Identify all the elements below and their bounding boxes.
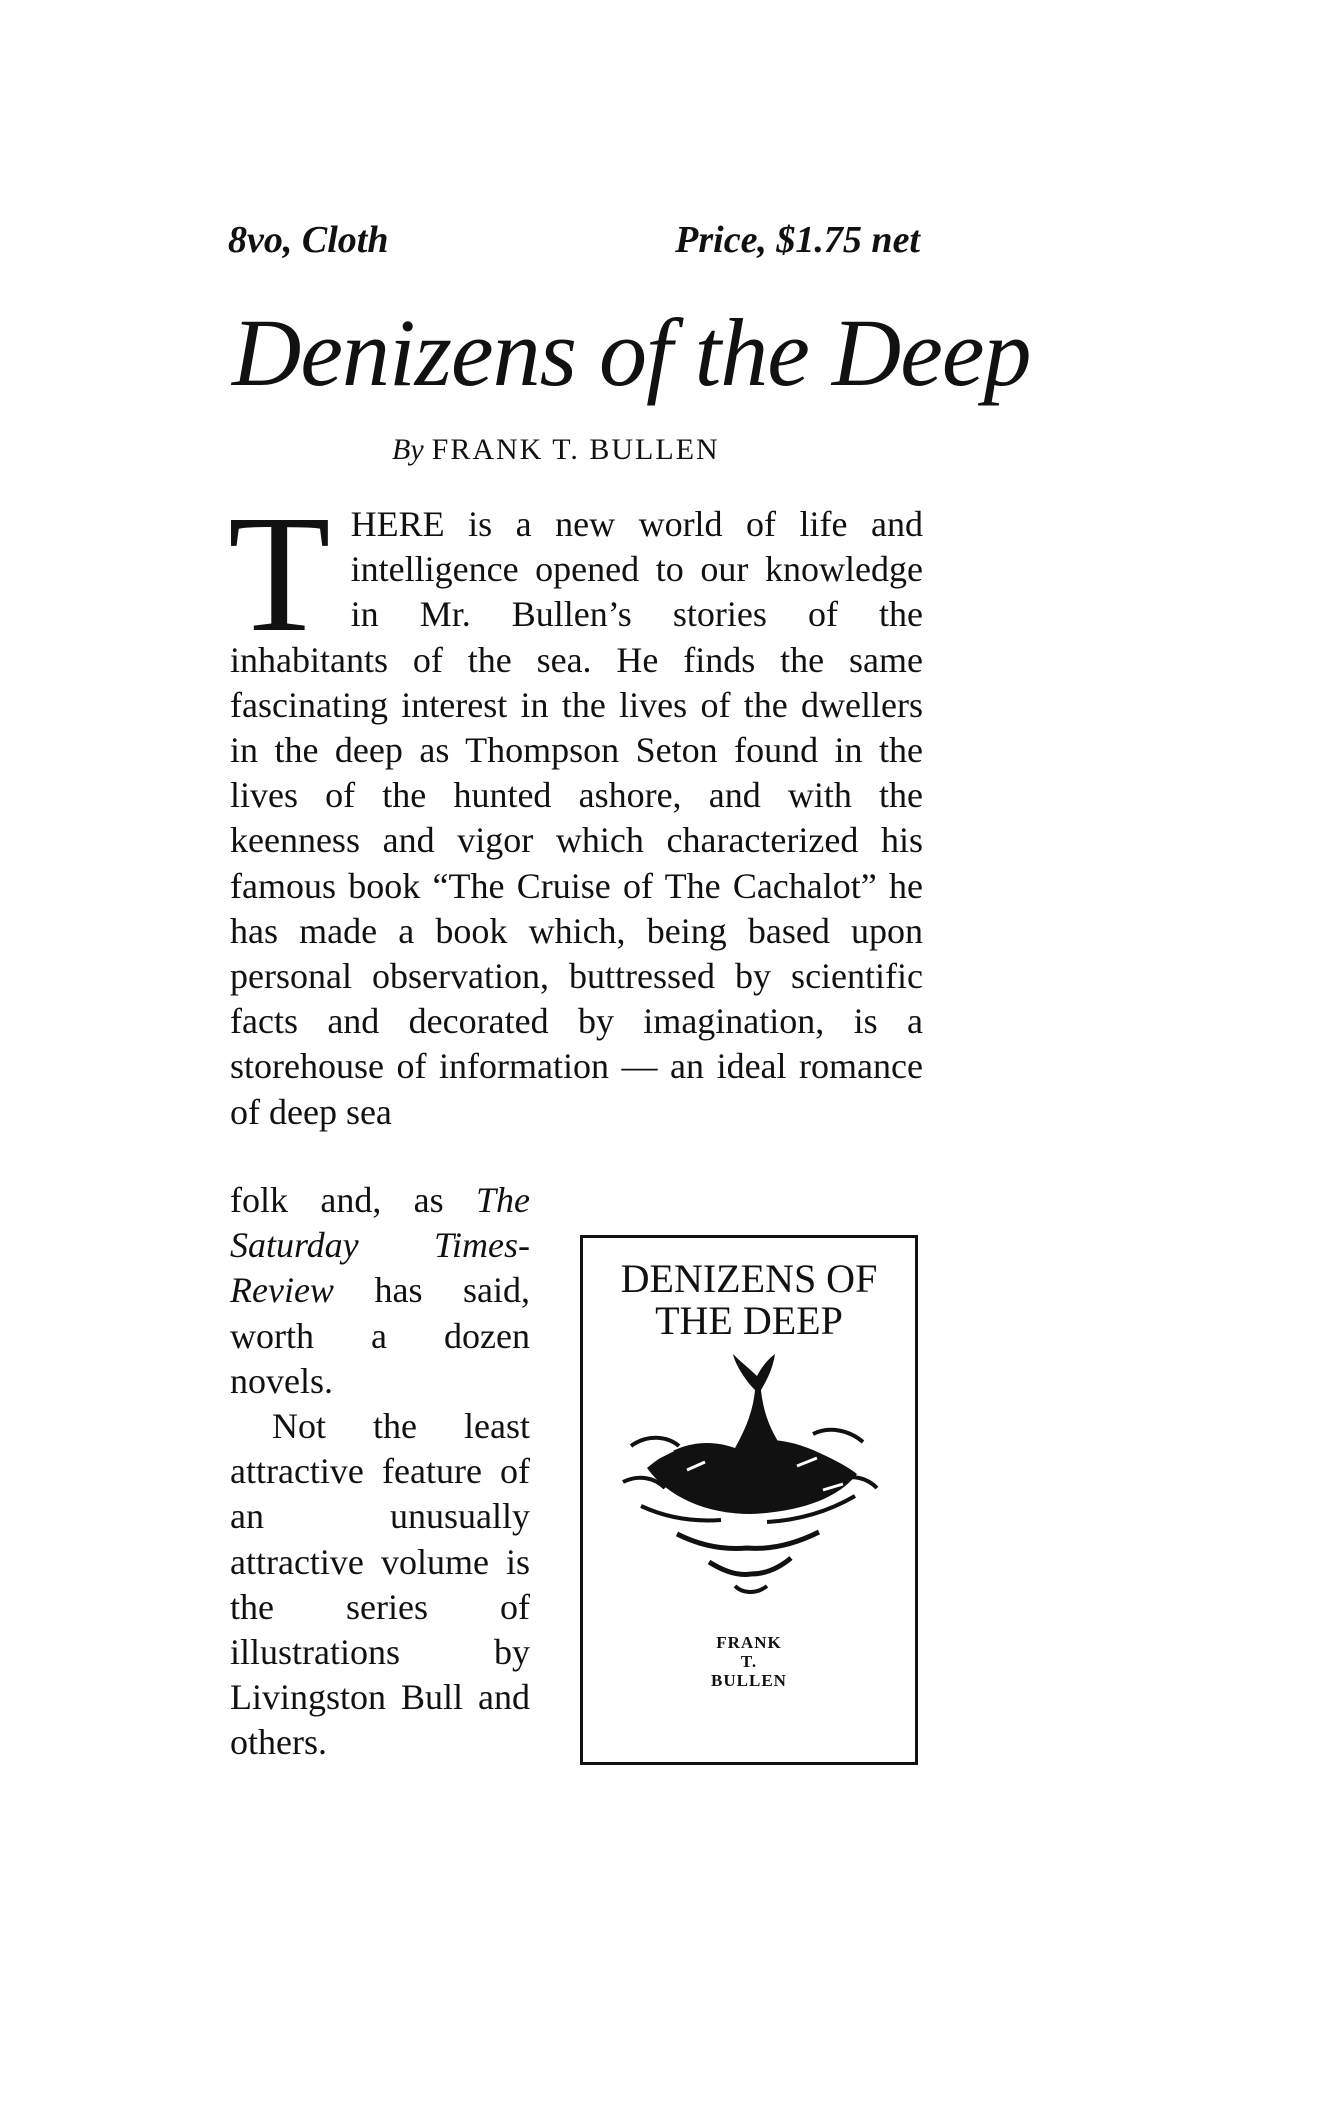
book-cover-illustration [580, 1235, 918, 1765]
cover-title [583, 1258, 915, 1342]
byline-prefix: By [392, 433, 424, 466]
cover-author-line1: FRANK [716, 1633, 782, 1652]
cover-title-line1: DENIZENS OF [620, 1256, 878, 1301]
continuation-end: has said, worth a dozen novels. [230, 1270, 530, 1401]
byline [392, 433, 720, 467]
whale-tail-waves-icon [617, 1350, 883, 1600]
description-paragraph [228, 481, 923, 1135]
illustrations-paragraph: Not the least attractive feature of an unusually attractive volume is the series of illustrations by Livingston Bull and others. [230, 1406, 530, 1763]
cover-author-line3: BULLEN [711, 1671, 787, 1690]
description-column [230, 1178, 530, 1766]
author-name: FRANK T. BULLEN [431, 433, 720, 466]
description-continuation [230, 1178, 530, 1404]
book-title: Denizens of the Deep [232, 299, 1031, 406]
description-text: HERE is a new world of life and intelligence opened to our knowledge in Mr. Bullen’s stories of the inhabitants of the sea. He finds the same fascinating interest in the lives of the dwellers in the deep as Thompson Seton found in the lives of the hunted ashore, and with the keenness and vigor which characterized his famous book “The Cruise of The Cachalot” he has made a book which, being based upon personal observation, buttressed by scientific facts and decorated by imagination, is a storehouse of information — an ideal romance of deep sea [230, 504, 923, 1132]
cover-author [583, 1633, 915, 1690]
format-label: 8vo, Cloth [228, 219, 389, 261]
cover-title-line2: THE DEEP [655, 1298, 843, 1343]
review-source: The Saturday Times-Review [230, 1180, 530, 1311]
continuation-start: folk and, as [230, 1180, 476, 1220]
cover-author-line2: T. [740, 1652, 758, 1671]
drop-cap: T [228, 481, 331, 667]
price-label: Price, $1.75 net [675, 219, 920, 261]
